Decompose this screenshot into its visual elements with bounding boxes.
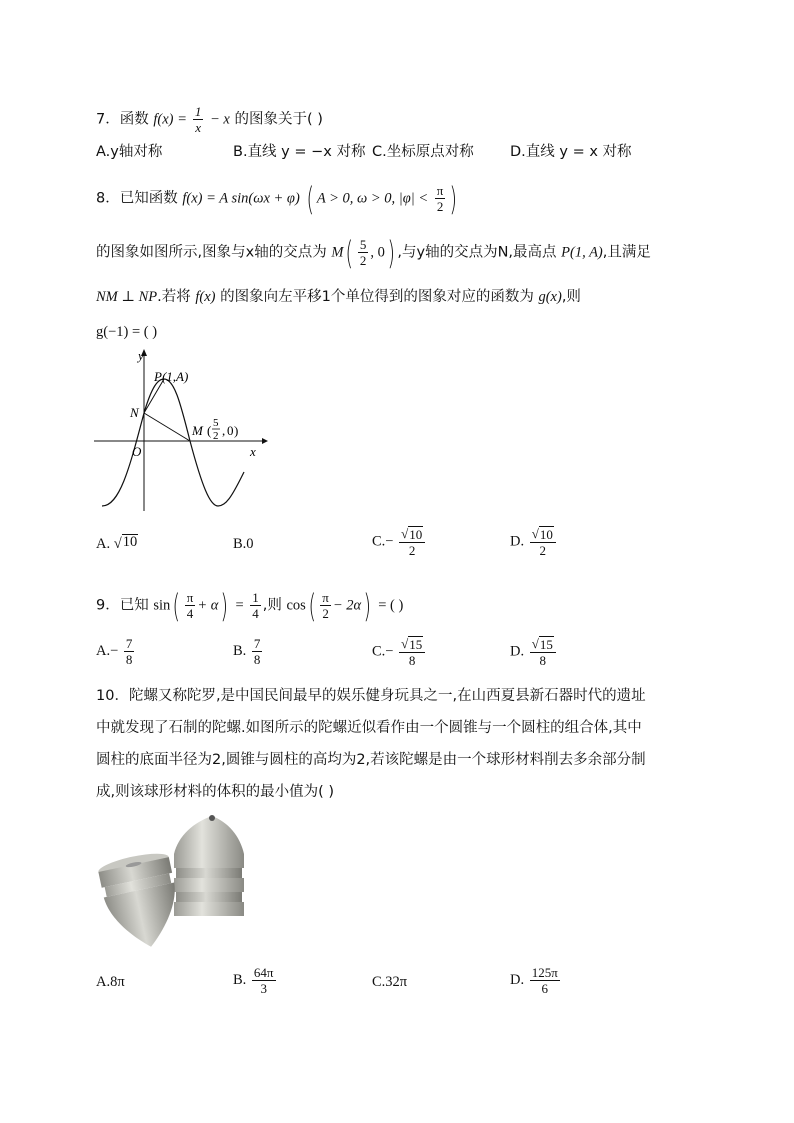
- math-expr: g(−1) = ( ): [96, 324, 158, 340]
- frac-den: 8: [539, 653, 547, 668]
- frac-den: 8: [125, 652, 133, 667]
- frac-den: 2: [539, 543, 547, 558]
- frac-num: π: [186, 590, 194, 605]
- paren-left: (: [345, 233, 354, 272]
- radicand: 10: [409, 527, 423, 542]
- math-expr: f(x) = A sin(ωx + φ): [182, 190, 300, 207]
- frac-den: 2: [436, 199, 444, 214]
- option-text: 坐标原点对称: [386, 144, 474, 160]
- question-7-option-c: [372, 142, 474, 162]
- stem-text: 已知: [119, 597, 149, 614]
- option-label: D.: [510, 144, 526, 160]
- y-axis-label: y: [138, 348, 144, 363]
- frac-num: π: [322, 590, 329, 605]
- math-eq: =: [178, 111, 187, 128]
- stem-text: .若将: [157, 289, 191, 305]
- option-label: B.: [233, 642, 247, 659]
- frac-num: 1: [252, 590, 259, 605]
- math-expr: NM ⊥ NP: [96, 289, 158, 305]
- stem-text: 函数: [119, 111, 149, 128]
- math-point-m: M: [331, 244, 344, 261]
- stem-text: 的图象如图所示,图象与x轴的交点为: [96, 244, 327, 261]
- option-label: B.: [233, 971, 247, 988]
- spinning-tops-photo: [94, 810, 254, 960]
- fraction: [252, 636, 263, 667]
- option-sign: −: [110, 642, 119, 659]
- question-10-option-c: [372, 972, 407, 992]
- option-label: C.: [372, 974, 386, 990]
- frac-num: 5: [359, 237, 367, 252]
- paren-right: ): [449, 179, 458, 218]
- m-frac-num: 5: [213, 417, 219, 429]
- question-8-stem: [96, 179, 460, 218]
- option-text: 32π: [385, 974, 408, 990]
- m-comma: ,: [222, 423, 226, 438]
- math-term: − x: [209, 111, 230, 128]
- stem-text: ,则: [561, 289, 581, 305]
- math-func: f(x): [153, 111, 174, 128]
- math-func: sin: [153, 597, 171, 614]
- option-sign: −: [385, 643, 394, 660]
- question-10-option-b: [233, 965, 278, 996]
- question-7-option-b: [233, 142, 365, 162]
- fraction: √ 15 8: [399, 636, 425, 668]
- point-m-label: M: [192, 423, 203, 438]
- option-label: A.: [96, 144, 111, 160]
- fraction: [320, 590, 331, 621]
- frac-den: x: [195, 120, 202, 135]
- question-number: 7．: [96, 111, 120, 128]
- radicand: 10: [539, 527, 553, 542]
- paren-left: (: [308, 586, 316, 625]
- fraction: √ 10 2: [530, 526, 556, 558]
- option-label: D.: [510, 971, 525, 988]
- question-10-line-1: 10．陀螺又称陀罗,是中国民间最早的娱乐健身玩具之一,在山西夏县新石器时代的遗址: [96, 688, 646, 704]
- question-9-stem: [96, 586, 404, 625]
- x-axis-label: x: [250, 444, 256, 459]
- top-right-icon: [174, 815, 244, 916]
- fraction: [358, 237, 369, 268]
- option-label: C.: [372, 643, 386, 660]
- question-9-option-a: [96, 636, 136, 667]
- option-label: A.: [96, 974, 111, 990]
- fraction: [252, 965, 276, 996]
- frac-num: 7: [125, 636, 133, 651]
- point-n-label: N: [130, 405, 139, 420]
- fraction: [250, 590, 261, 621]
- question-8-option-d: [510, 526, 558, 558]
- top-left-icon: [97, 849, 187, 954]
- fraction: [185, 590, 196, 621]
- math-term: = ( ): [378, 597, 404, 614]
- frac-den: 2: [359, 253, 367, 268]
- frac-num: π: [436, 183, 444, 198]
- question-number: 8．: [96, 190, 120, 207]
- option-text: 直线 y = x 对称: [525, 144, 632, 160]
- point-p-label: P(1,A): [154, 369, 189, 384]
- math-func: f(x): [195, 289, 216, 305]
- fraction: [193, 104, 204, 135]
- radicand: 15: [409, 637, 423, 652]
- radicand: 10: [122, 534, 138, 550]
- segment-np: [144, 379, 164, 413]
- math-func: cos: [286, 597, 306, 614]
- frac-num: 64π: [253, 965, 274, 980]
- question-9-option-c: [372, 636, 427, 668]
- paren-right: ): [387, 233, 395, 272]
- frac-den: 8: [253, 652, 261, 667]
- question-8-option-c: [372, 526, 427, 558]
- option-label: C.: [372, 533, 386, 550]
- question-8-option-b: [233, 534, 254, 554]
- question-10-option-d: [510, 965, 562, 996]
- option-value: 0: [246, 536, 254, 552]
- question-8-line-3: [96, 287, 581, 307]
- stem-text: ,则: [262, 597, 282, 614]
- option-text: 8π: [110, 974, 125, 990]
- sine-curve: [102, 379, 244, 506]
- frac-den: 4: [252, 606, 259, 621]
- frac-num: 1: [194, 104, 202, 119]
- frac-den: 4: [186, 606, 194, 621]
- m-zero: 0: [227, 423, 234, 438]
- m-paren-left: (: [207, 423, 212, 438]
- stem-text: ,且满足: [602, 244, 651, 261]
- origin-label: O: [132, 444, 142, 459]
- radicand: 15: [539, 637, 553, 652]
- math-cond: A > 0, ω > 0, |φ| <: [316, 190, 429, 207]
- frac-den: 8: [408, 653, 416, 668]
- paren-right: ): [363, 586, 372, 625]
- question-8-line-4: [96, 322, 157, 342]
- m-frac-den: 2: [213, 430, 219, 442]
- segment-nm: [144, 413, 190, 441]
- option-label: D.: [510, 533, 525, 550]
- option-sign: −: [385, 533, 394, 550]
- question-9-option-b: [233, 636, 264, 667]
- option-label: A.: [96, 536, 111, 552]
- frac-den: 2: [322, 606, 329, 621]
- option-label: A.: [96, 642, 111, 659]
- question-8-option-a: [96, 534, 138, 554]
- frac-num: 7: [253, 636, 261, 651]
- paren-left: (: [306, 179, 315, 218]
- frac-num: 125π: [531, 965, 558, 980]
- question-10-line-4: 成,则该球形材料的体积的最小值为( ): [96, 784, 335, 800]
- frac-den: 6: [541, 981, 549, 996]
- math-func: g(x): [538, 289, 562, 305]
- m-paren-right: ): [234, 423, 239, 438]
- math-point-p: P(1, A): [561, 244, 603, 261]
- x-axis-arrow-icon: [262, 438, 268, 444]
- math-term: − 2α: [332, 597, 362, 614]
- option-label: D.: [510, 643, 525, 660]
- option-label: C.: [372, 144, 387, 160]
- question-10-line-3: 圆柱的底面半径为2,圆锥与圆柱的高均为2,若该陀螺是由一个球形材料削去多余部分制: [96, 752, 646, 768]
- question-7-stem: [96, 104, 323, 135]
- fraction: [435, 183, 446, 214]
- math-term: , 0: [370, 244, 385, 261]
- stem-text: 已知函数: [119, 190, 178, 207]
- option-label: B.: [233, 144, 248, 160]
- question-9-option-d: [510, 636, 558, 668]
- question-8-line-2: [96, 233, 651, 272]
- fraction: √ 15 8: [530, 636, 556, 668]
- question-10-line-2: 中就发现了石制的陀螺.如图所示的陀螺近似看作由一个圆锥与一个圆柱的组合体,其中: [96, 720, 642, 736]
- frac-den: 2: [408, 543, 416, 558]
- fraction: [530, 965, 560, 996]
- option-label: B.: [233, 536, 247, 552]
- question-7-option-d: [510, 142, 632, 162]
- stem-text: 的图象向左平移1个单位得到的图象对应的函数为: [220, 289, 534, 305]
- fraction: √ 10 2: [399, 526, 425, 558]
- math-eq: =: [235, 597, 244, 614]
- sqrt: √ 10: [113, 534, 138, 552]
- question-7-option-a: [96, 142, 162, 162]
- stem-text: ,与y轴的交点为N,最高点: [397, 244, 557, 261]
- math-term: + α: [197, 597, 219, 614]
- function-graph: [94, 346, 274, 514]
- paren-left: (: [172, 586, 181, 625]
- fraction: [124, 636, 135, 667]
- option-text: y轴对称: [110, 144, 163, 160]
- frac-den: 3: [260, 981, 267, 996]
- stem-text: 的图象关于( ): [234, 111, 323, 128]
- question-number: 9．: [96, 597, 120, 614]
- paren-right: ): [220, 586, 229, 625]
- option-text: 直线 y = −x 对称: [247, 144, 366, 160]
- question-10-option-a: [96, 972, 125, 992]
